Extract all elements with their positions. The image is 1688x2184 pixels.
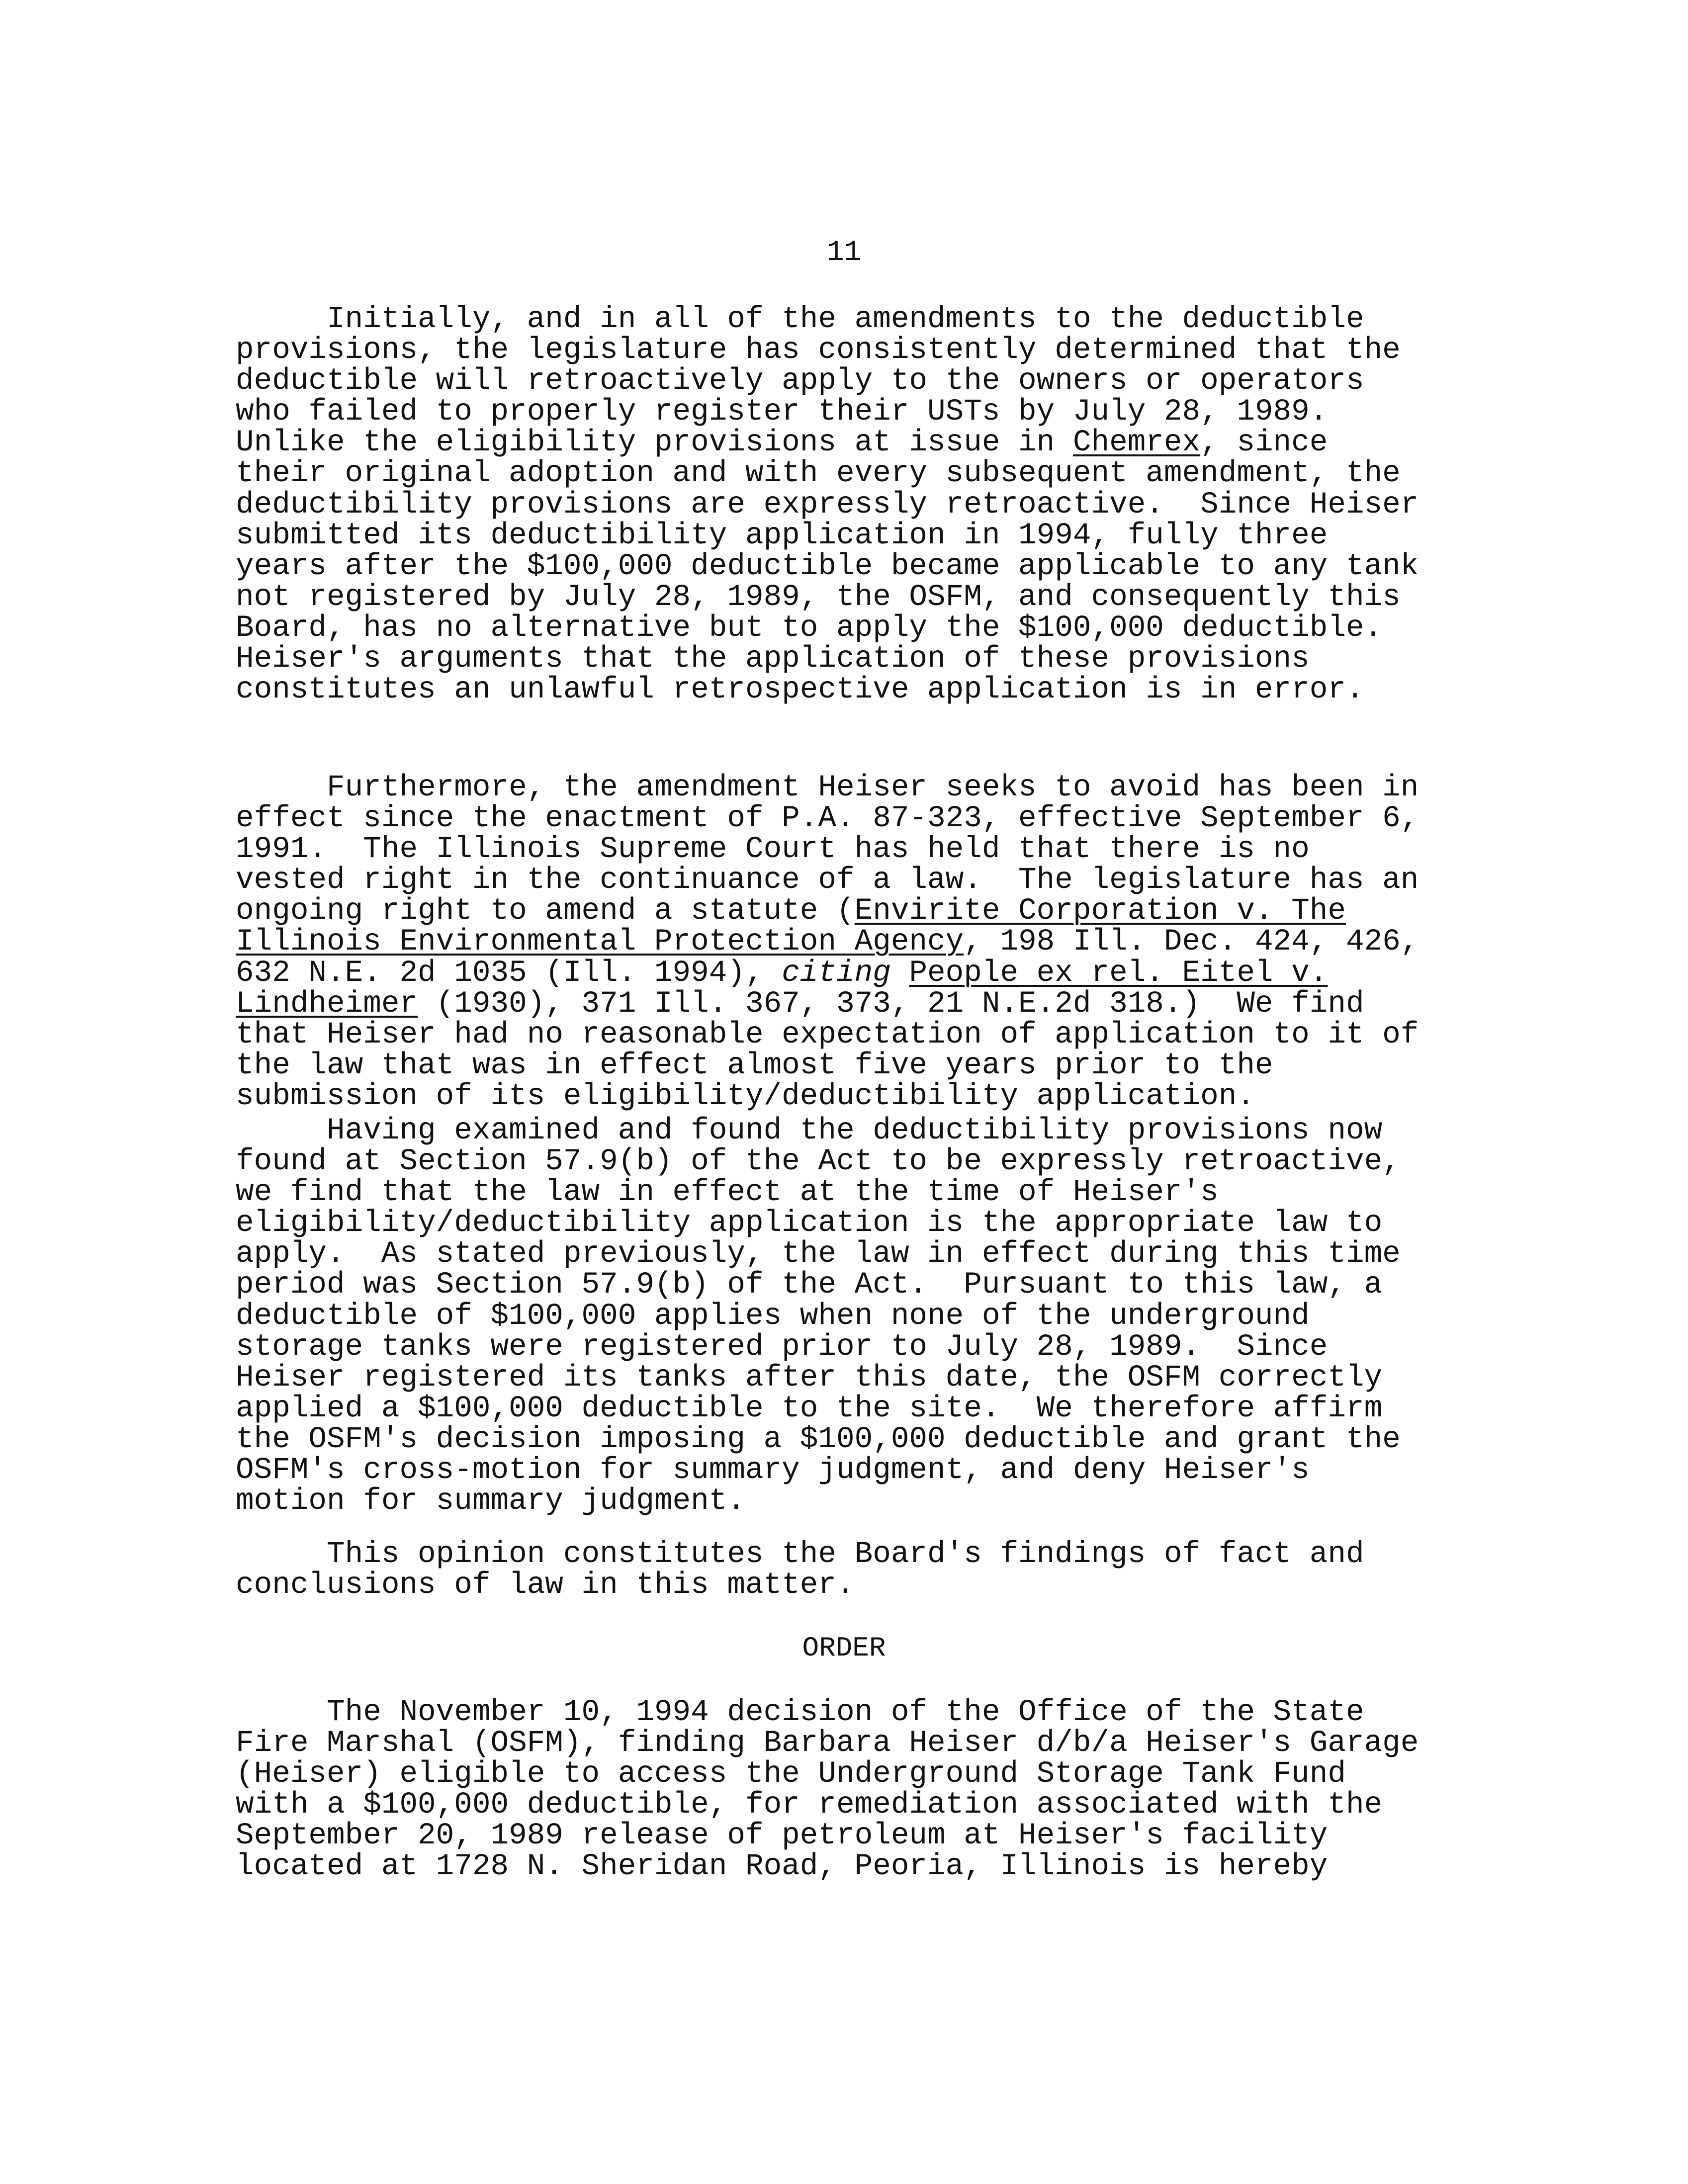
text-line: we find that the law in effect at the time of Heiser's — [236, 1175, 1219, 1210]
text-line: September 20, 1989 release of petroleum at Heiser's facility — [236, 1819, 1328, 1853]
text-line: found at Section 57.9(b) of the Act to be expressly retroactive, — [236, 1144, 1401, 1179]
text-line: The November 10, 1994 decision of the Office of the State — [236, 1695, 1364, 1730]
text-segment: ongoing right to amend a statute ( — [236, 894, 855, 929]
text-line — [236, 927, 1469, 958]
text-segment: 632 N.E. 2d 1035 (Ill. 1994), — [236, 956, 782, 990]
paragraph-retroactive-deductible — [236, 304, 1469, 705]
text-line — [236, 958, 1469, 989]
text-line: Board, has no alternative but to apply the $100,000 deductible. — [236, 611, 1383, 645]
case-citation-iepa: Illinois Environmental Protection Agency — [236, 925, 964, 960]
text-line: applied a $100,000 deductible to the site. We therefore affirm — [236, 1391, 1383, 1426]
text-line: Having examined and found the deductibility provisions now — [236, 1114, 1383, 1148]
text-line — [236, 986, 1469, 1021]
text-line: the law that was in effect almost five years prior to the — [236, 1048, 1273, 1083]
text-line: deductible will retroactively apply to the owners or operators — [236, 364, 1364, 399]
text-line: years after the $100,000 deductible became applicable to any tank — [236, 549, 1419, 584]
case-citation-chemrex: Chemrex — [1072, 426, 1201, 460]
text-line: eligibility/deductibility application is the appropriate law to — [236, 1206, 1383, 1241]
text-line: that Heiser had no reasonable expectation of application to it of — [236, 1017, 1419, 1052]
text-line: apply. As stated previously, the law in effect during this time — [236, 1237, 1401, 1272]
text-line: 1991. The Illinois Supreme Court has held that there is no — [236, 832, 1310, 867]
text-line: submitted its deductibility application in 1994, fully three — [236, 518, 1328, 553]
text-line: provisions, the legislature has consistently determined that the — [236, 333, 1401, 368]
text-line: vested right in the continuance of a law. The legislature has an — [236, 863, 1419, 898]
case-citation-lindheimer: Lindheimer — [236, 986, 418, 1021]
paragraph-order — [236, 1697, 1469, 1883]
text-line: Heiser registered its tanks after this date, the OSFM correctly — [236, 1360, 1383, 1395]
text-line: storage tanks were registered prior to July 28, 1989. Since — [236, 1329, 1328, 1364]
text-segment: , 198 Ill. Dec. 424, 426, — [964, 925, 1419, 960]
text-line: who failed to properly register their USTs by July 28, 1989. — [236, 395, 1328, 430]
case-citation-eitel: People ex rel. Eitel v. — [909, 956, 1328, 990]
text-line: Heiser's arguments that the application of these provisions — [236, 642, 1310, 677]
text-segment: , since — [1200, 426, 1328, 460]
text-line — [236, 428, 1469, 458]
case-citation-envirite: Envirite Corporation v. The — [854, 894, 1346, 929]
text-line — [236, 896, 1469, 927]
text-segment: (1930), 371 Ill. 367, 373, 21 N.E.2d 318.) We find — [418, 986, 1364, 1021]
paragraph-findings — [236, 1539, 1469, 1601]
text-line: effect since the enactment of P.A. 87-323, effective September 6, — [236, 801, 1419, 836]
text-line: This opinion constitutes the Board's findings of fact and — [236, 1537, 1364, 1572]
citing-signal: citing — [782, 956, 891, 990]
text-line: located at 1728 N. Sheridan Road, Peoria, Illinois is hereby — [236, 1849, 1328, 1884]
text-line: period was Section 57.9(b) of the Act. Pursuant to this law, a — [236, 1268, 1383, 1303]
text-segment — [891, 956, 909, 990]
text-line: constitutes an unlawful retrospective application is in error. — [236, 673, 1364, 707]
text-line: Fire Marshal (OSFM), finding Barbara Heiser d/b/a Heiser's Garage — [236, 1726, 1419, 1761]
text-line: motion for summary judgment. — [236, 1484, 745, 1519]
page-number: 11 — [826, 237, 862, 269]
text-line: deductibility provisions are expressly retroactive. Since Heiser — [236, 487, 1419, 522]
text-line: submission of its eligibility/deductibility application. — [236, 1079, 1255, 1114]
text-segment: Unlike the eligibility provisions at issue in — [236, 426, 1073, 460]
text-line: OSFM's cross-motion for summary judgment, and deny Heiser's — [236, 1453, 1310, 1488]
paragraph-conclusion — [236, 1116, 1469, 1517]
text-line: Furthermore, the amendment Heiser seeks to avoid has been in — [236, 771, 1419, 805]
text-line: their original adoption and with every subsequent amendment, the — [236, 456, 1401, 491]
text-line: (Heiser) eligible to access the Underground Storage Tank Fund — [236, 1757, 1346, 1792]
text-line: Initially, and in all of the amendments to the deductible — [236, 302, 1364, 337]
paragraph-vested-right — [236, 773, 1469, 1112]
order-heading: ORDER — [802, 1632, 886, 1664]
text-line: conclusions of law in this matter. — [236, 1568, 855, 1603]
text-line: the OSFM's decision imposing a $100,000 deductible and grant the — [236, 1422, 1401, 1457]
text-line: deductible of $100,000 applies when none of the underground — [236, 1299, 1310, 1333]
text-line: not registered by July 28, 1989, the OSFM, and consequently this — [236, 580, 1401, 614]
text-line: with a $100,000 deductible, for remediation associated with the — [236, 1788, 1383, 1823]
